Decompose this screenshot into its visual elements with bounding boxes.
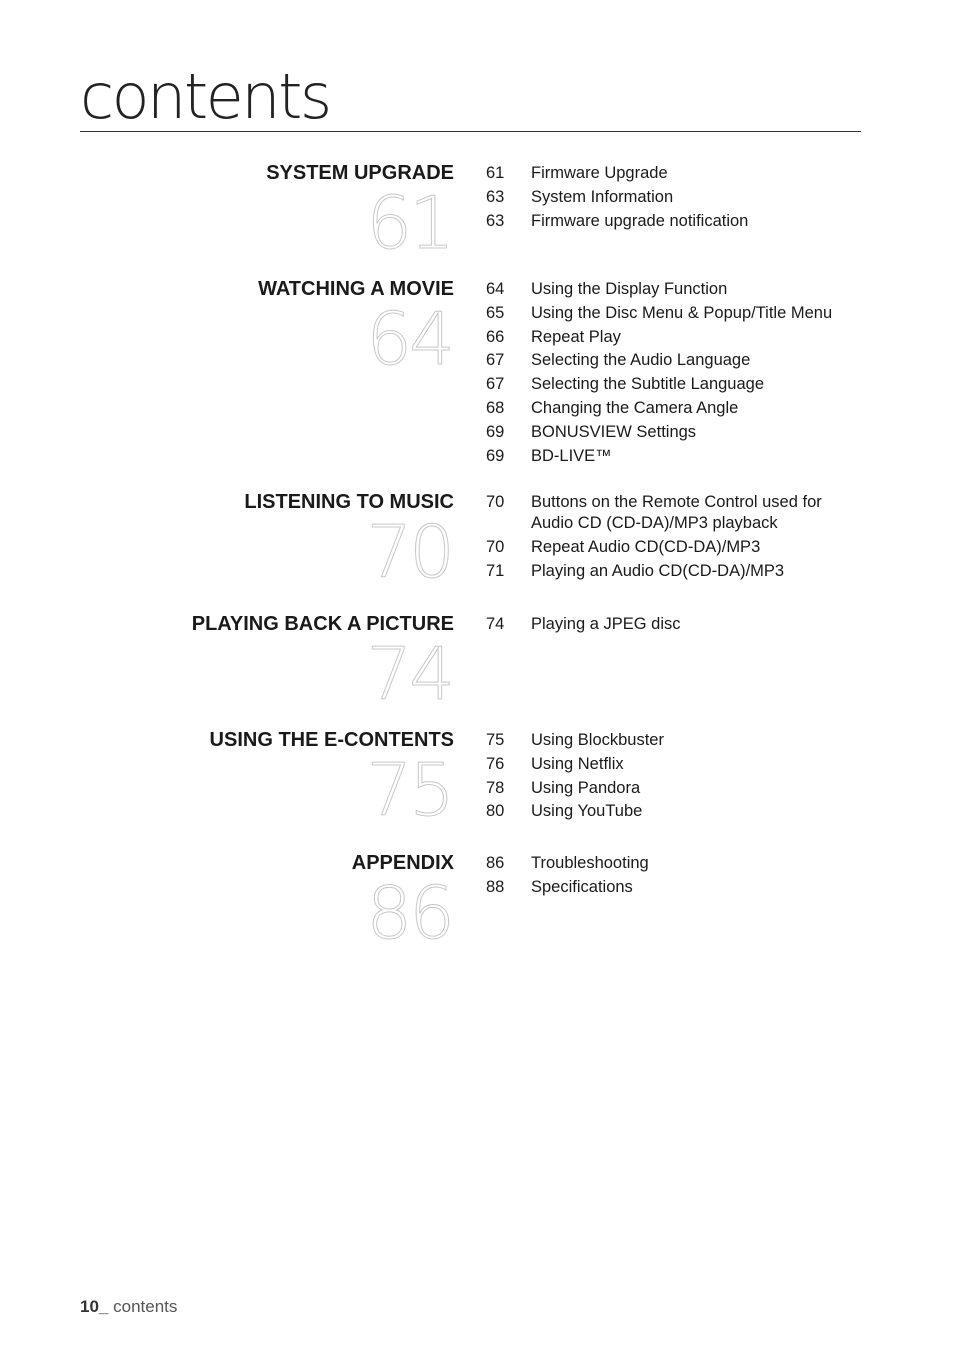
footer-label: contents bbox=[113, 1297, 178, 1316]
entry-page: 67 bbox=[486, 351, 505, 370]
entry-page: 71 bbox=[486, 561, 505, 580]
entry-text: Playing a JPEG disc bbox=[531, 615, 681, 633]
entry-list bbox=[486, 279, 866, 469]
entry-text: Selecting the Subtitle Language bbox=[531, 375, 765, 394]
entry-page: 69 bbox=[486, 446, 505, 465]
toc-entry[interactable] bbox=[486, 561, 866, 582]
entry-text: System Information bbox=[531, 187, 674, 206]
page-title: contents bbox=[80, 60, 330, 133]
toc-entry[interactable] bbox=[486, 374, 866, 395]
entry-text: Using the Display Function bbox=[531, 280, 728, 298]
entry-list bbox=[486, 492, 866, 584]
toc-entry[interactable] bbox=[486, 730, 866, 751]
entry-text: Using Blockbuster bbox=[531, 731, 664, 749]
entry-page: 67 bbox=[486, 375, 505, 394]
toc-entry[interactable] bbox=[486, 853, 866, 874]
section-number: 75 bbox=[366, 748, 452, 832]
section-number: 70 bbox=[366, 510, 452, 594]
entry-page: 76 bbox=[486, 754, 505, 773]
entry-text: Changing the Camera Angle bbox=[531, 398, 739, 417]
entry-page: 70 bbox=[486, 537, 505, 556]
page-footer bbox=[80, 1296, 177, 1318]
entry-page: 86 bbox=[486, 854, 505, 872]
section-heading: USING THE E-CONTENTS bbox=[209, 729, 454, 751]
entry-page: 63 bbox=[486, 187, 505, 206]
section-heading: PLAYING BACK A PICTURE bbox=[191, 613, 454, 635]
entry-page: 66 bbox=[486, 327, 505, 346]
section-number: 64 bbox=[366, 297, 452, 381]
entry-text: BONUSVIEW Settings bbox=[531, 422, 697, 441]
entry-text: Specifications bbox=[531, 877, 633, 896]
entry-text: Buttons on the Remote Control used for Audio CD (CD-DA)/MP3 playback bbox=[531, 493, 822, 532]
entry-list bbox=[486, 614, 866, 638]
section-heading: WATCHING A MOVIE bbox=[258, 278, 454, 300]
entry-page: 64 bbox=[486, 280, 505, 298]
entry-page: 65 bbox=[486, 303, 505, 322]
entry-text: Firmware Upgrade bbox=[531, 164, 668, 182]
section-heading: APPENDIX bbox=[351, 852, 454, 874]
entry-list bbox=[486, 163, 866, 234]
toc-entry[interactable] bbox=[486, 537, 866, 558]
entry-page: 61 bbox=[486, 164, 505, 182]
section-heading: LISTENING TO MUSIC bbox=[244, 491, 454, 513]
toc-entry[interactable] bbox=[486, 279, 866, 300]
entry-text: Using Pandora bbox=[531, 778, 641, 797]
entry-text: Playing an Audio CD(CD-DA)/MP3 bbox=[531, 561, 785, 580]
entry-page: 88 bbox=[486, 877, 505, 896]
entry-page: 63 bbox=[486, 211, 505, 230]
toc-entry[interactable] bbox=[486, 877, 866, 898]
entry-text: BD-LIVE™ bbox=[531, 446, 612, 465]
toc-entry[interactable] bbox=[486, 163, 866, 184]
section-number: 86 bbox=[366, 871, 452, 955]
entry-text: Selecting the Audio Language bbox=[531, 351, 751, 370]
entry-page: 75 bbox=[486, 731, 505, 749]
section-number: 74 bbox=[366, 632, 452, 716]
entry-page: 78 bbox=[486, 778, 505, 797]
entry-text: Troubleshooting bbox=[531, 854, 649, 872]
toc-entry[interactable] bbox=[486, 446, 866, 467]
entry-page: 69 bbox=[486, 422, 505, 441]
toc-entry[interactable] bbox=[486, 778, 866, 799]
toc-entry[interactable] bbox=[486, 614, 866, 635]
section-number: 61 bbox=[366, 181, 452, 265]
entry-list bbox=[486, 730, 866, 825]
toc-entry[interactable] bbox=[486, 350, 866, 371]
entry-text: Repeat Play bbox=[531, 327, 621, 346]
entry-page: 68 bbox=[486, 398, 505, 417]
toc-entry[interactable] bbox=[486, 754, 866, 775]
toc-entry[interactable] bbox=[486, 422, 866, 443]
toc-entry[interactable] bbox=[486, 187, 866, 208]
entry-text: Repeat Audio CD(CD-DA)/MP3 bbox=[531, 537, 761, 556]
toc-entry[interactable] bbox=[486, 398, 866, 419]
toc-entry[interactable] bbox=[486, 801, 866, 822]
toc-entry[interactable] bbox=[486, 211, 866, 232]
entry-text: Firmware upgrade notification bbox=[531, 211, 749, 230]
toc-entry[interactable] bbox=[486, 303, 866, 324]
entry-text: Using the Disc Menu & Popup/Title Menu bbox=[531, 303, 833, 322]
entry-text: Using Netflix bbox=[531, 754, 624, 773]
toc-entry[interactable] bbox=[486, 327, 866, 348]
toc-entry[interactable] bbox=[486, 492, 866, 534]
title-rule bbox=[80, 131, 861, 132]
entry-text: Using YouTube bbox=[531, 802, 643, 821]
entry-page: 70 bbox=[486, 493, 505, 511]
section-heading: SYSTEM UPGRADE bbox=[266, 162, 454, 184]
entry-page: 74 bbox=[486, 615, 505, 633]
footer-page-number: 10_ bbox=[80, 1297, 109, 1316]
entry-list bbox=[486, 853, 866, 901]
entry-page: 80 bbox=[486, 802, 505, 821]
